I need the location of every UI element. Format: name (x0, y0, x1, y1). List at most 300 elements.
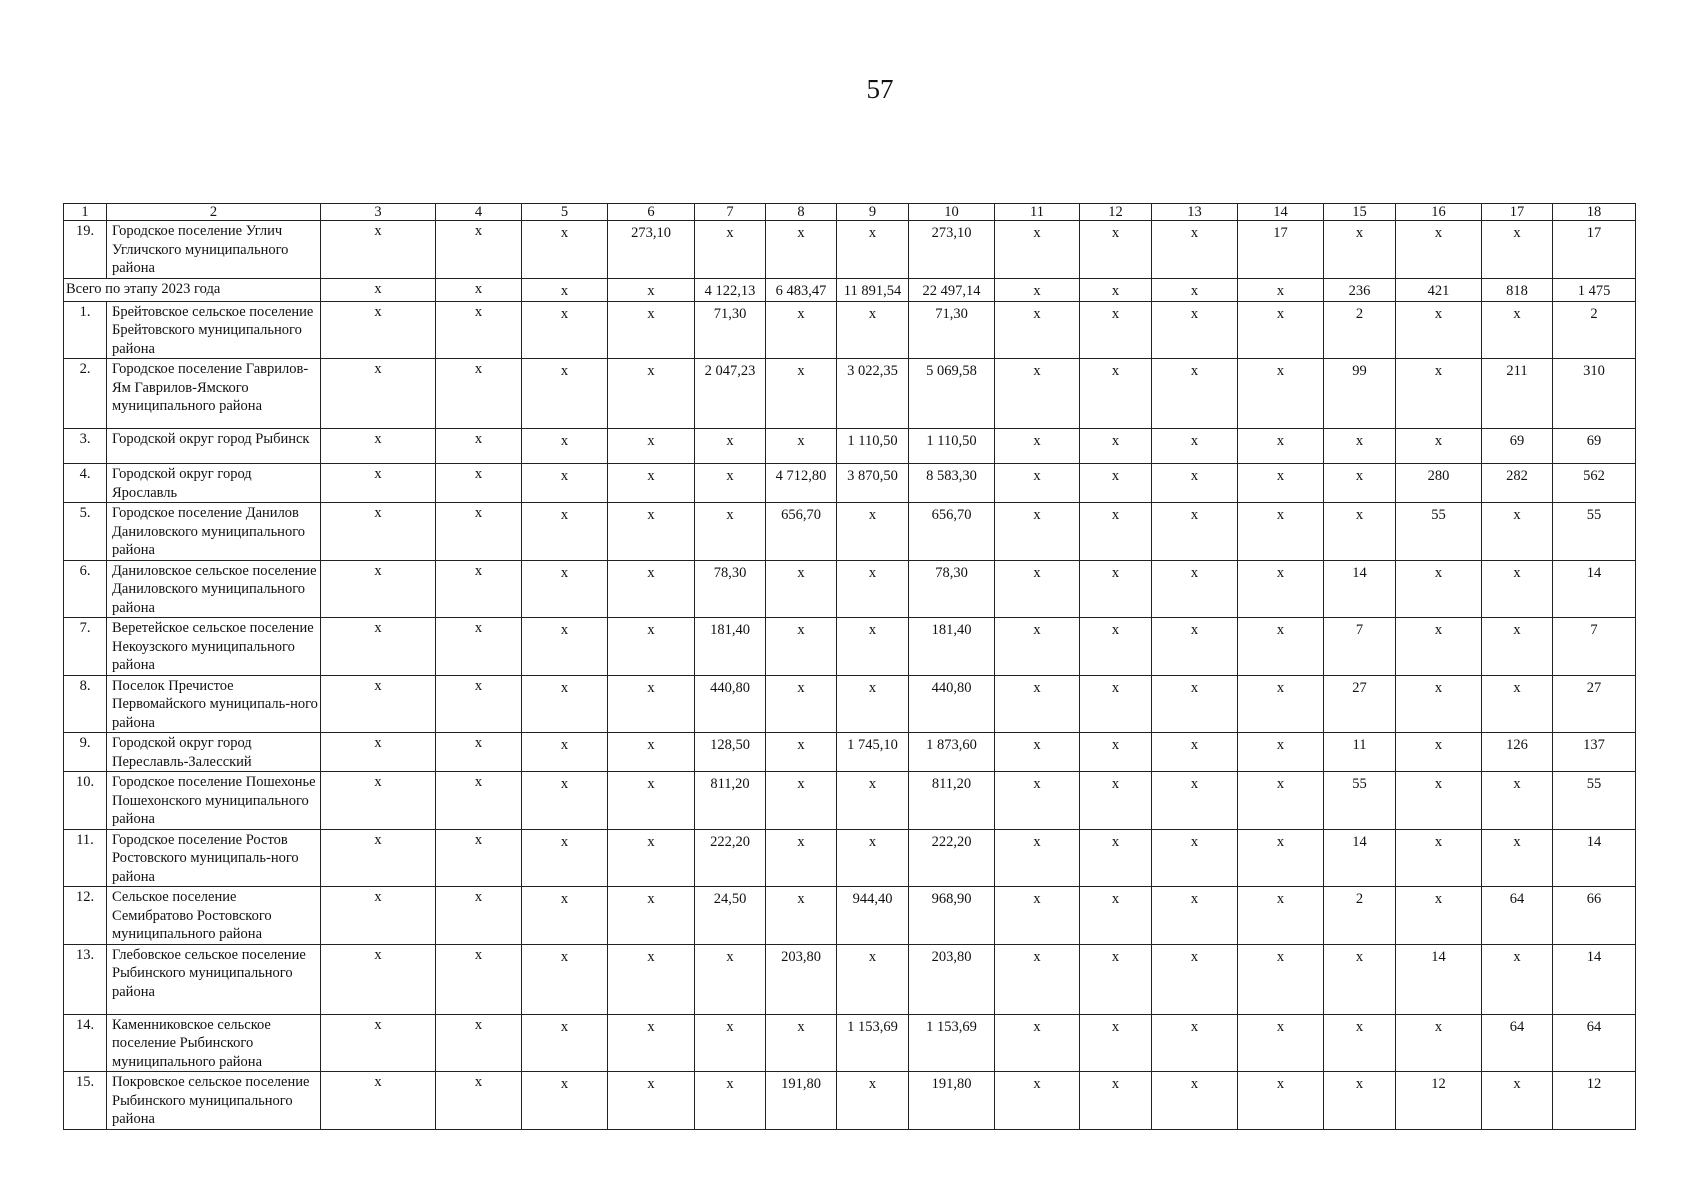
table-cell: х (1396, 829, 1482, 887)
table-cell: х (436, 301, 522, 359)
table-cell: х (522, 772, 608, 830)
table-cell: х (321, 618, 436, 676)
table-cell: х (608, 944, 695, 1014)
table-cell: х (321, 1014, 436, 1072)
table-cell: х (1238, 829, 1324, 887)
table-cell: 71,30 (909, 301, 995, 359)
table-cell: 310 (1553, 359, 1636, 429)
row-number: 12. (64, 887, 107, 945)
table-cell: х (436, 464, 522, 503)
column-header: 14 (1238, 204, 1324, 221)
table-cell: х (1238, 887, 1324, 945)
table-cell: х (1152, 359, 1238, 429)
settlement-name: Городской округ город Переславль-Залесский (107, 733, 321, 772)
table-cell: х (436, 429, 522, 464)
table-cell: х (436, 733, 522, 772)
settlement-name: Поселок Пречистое Первомайского муниципаль-ного района (107, 675, 321, 733)
row-number: 15. (64, 1072, 107, 1130)
table-cell: х (608, 772, 695, 830)
column-header: 3 (321, 204, 436, 221)
table-cell: 222,20 (695, 829, 766, 887)
table-cell: 69 (1482, 429, 1553, 464)
table-row (64, 829, 1636, 887)
table-cell: 14 (1553, 944, 1636, 1014)
table-cell: х (1396, 221, 1482, 279)
table-cell: х (436, 221, 522, 279)
total-label: Всего по этапу 2023 года (64, 279, 321, 302)
table-cell: 191,80 (909, 1072, 995, 1130)
table-cell: х (837, 675, 909, 733)
table-cell: 280 (1396, 464, 1482, 503)
table-cell: 181,40 (909, 618, 995, 676)
table-cell: х (1324, 1072, 1396, 1130)
table-cell: 2 047,23 (695, 359, 766, 429)
table-cell: х (608, 560, 695, 618)
table-cell: 14 (1324, 560, 1396, 618)
column-header: 17 (1482, 204, 1553, 221)
table-cell: х (522, 560, 608, 618)
table-cell: х (1238, 618, 1324, 676)
table-cell: х (995, 359, 1080, 429)
table-body (64, 204, 1636, 1130)
table-cell: х (1080, 944, 1152, 1014)
table-cell: х (1152, 1014, 1238, 1072)
table-cell: 236 (1324, 279, 1396, 302)
table-cell: х (1152, 772, 1238, 830)
table-cell: х (608, 618, 695, 676)
table-cell: х (436, 503, 522, 561)
data-table (63, 203, 1636, 1130)
table-cell: х (1152, 1072, 1238, 1130)
table-row (64, 560, 1636, 618)
table-cell: х (321, 503, 436, 561)
table-cell: 1 110,50 (837, 429, 909, 464)
table-cell: х (1080, 359, 1152, 429)
table-cell: х (1080, 1072, 1152, 1130)
table-cell: 656,70 (766, 503, 837, 561)
table-cell: х (995, 503, 1080, 561)
table-cell: х (321, 359, 436, 429)
table-cell: х (1152, 301, 1238, 359)
column-header: 15 (1324, 204, 1396, 221)
table-cell: х (522, 1014, 608, 1072)
table-row (64, 464, 1636, 503)
row-number: 4. (64, 464, 107, 503)
table-cell: 191,80 (766, 1072, 837, 1130)
table-cell: х (522, 733, 608, 772)
table-cell: х (1080, 279, 1152, 302)
table-cell: 69 (1553, 429, 1636, 464)
table-cell: х (608, 829, 695, 887)
table-cell: х (837, 829, 909, 887)
table-cell: х (321, 887, 436, 945)
table-cell: х (321, 221, 436, 279)
settlement-name: Городское поселение Ростов Ростовского муниципаль-ного района (107, 829, 321, 887)
table-cell: х (995, 429, 1080, 464)
table-cell: х (522, 887, 608, 945)
row-number: 1. (64, 301, 107, 359)
row-number: 10. (64, 772, 107, 830)
table-cell: х (837, 944, 909, 1014)
table-cell: 14 (1396, 944, 1482, 1014)
table-cell: х (321, 429, 436, 464)
table-cell: 811,20 (695, 772, 766, 830)
table-cell: 78,30 (695, 560, 766, 618)
table-cell: х (1152, 675, 1238, 733)
table-cell: 17 (1553, 221, 1636, 279)
table-cell: х (608, 887, 695, 945)
table-cell: 12 (1396, 1072, 1482, 1130)
table-cell: 55 (1553, 772, 1636, 830)
table-cell: х (1152, 429, 1238, 464)
table-cell: х (1238, 301, 1324, 359)
table-cell: х (608, 279, 695, 302)
table-cell: х (1080, 429, 1152, 464)
table-cell: х (436, 1072, 522, 1130)
table-cell: х (522, 829, 608, 887)
row-number: 8. (64, 675, 107, 733)
table-cell: х (1080, 464, 1152, 503)
table-cell: 64 (1553, 1014, 1636, 1072)
table-cell: 1 745,10 (837, 733, 909, 772)
column-header: 9 (837, 204, 909, 221)
table-cell: 6 483,47 (766, 279, 837, 302)
table-cell: х (1482, 560, 1553, 618)
settlement-name: Глебовское сельское поселение Рыбинского муниципального района (107, 944, 321, 1014)
table-cell: 211 (1482, 359, 1553, 429)
table-cell: х (1238, 429, 1324, 464)
table-cell: х (1396, 359, 1482, 429)
table-cell: х (1396, 618, 1482, 676)
table-cell: х (1238, 1014, 1324, 1072)
table-cell: х (1324, 221, 1396, 279)
table-cell: 11 (1324, 733, 1396, 772)
table-cell: 12 (1553, 1072, 1636, 1130)
table-cell: х (1482, 772, 1553, 830)
table-cell: 273,10 (608, 221, 695, 279)
column-header: 7 (695, 204, 766, 221)
table-cell: х (1080, 560, 1152, 618)
table-cell: 22 497,14 (909, 279, 995, 302)
table-cell: 27 (1324, 675, 1396, 733)
table-cell: х (695, 464, 766, 503)
table-cell: х (522, 279, 608, 302)
table-cell: х (1238, 733, 1324, 772)
table-row (64, 359, 1636, 429)
table-cell: х (1482, 944, 1553, 1014)
table-row (64, 618, 1636, 676)
table-cell: х (321, 733, 436, 772)
table-cell: х (1396, 887, 1482, 945)
table-cell: 1 475 (1553, 279, 1636, 302)
table-cell: х (837, 772, 909, 830)
settlement-name: Городское поселение Гаврилов-Ям Гаврилов-Ямского муниципального района (107, 359, 321, 429)
table-cell: х (766, 221, 837, 279)
table-cell: х (1152, 560, 1238, 618)
table-row (64, 772, 1636, 830)
column-header: 5 (522, 204, 608, 221)
settlement-name: Городское поселение Углич Угличского муниципального района (107, 221, 321, 279)
table-cell: х (766, 429, 837, 464)
table-cell: х (321, 279, 436, 302)
table-cell: х (1482, 618, 1553, 676)
table-cell: х (321, 772, 436, 830)
row-number: 3. (64, 429, 107, 464)
table-cell: 7 (1553, 618, 1636, 676)
table-cell: х (995, 675, 1080, 733)
table-cell: х (995, 887, 1080, 945)
table-cell: х (1324, 1014, 1396, 1072)
table-cell: х (695, 944, 766, 1014)
column-header: 8 (766, 204, 837, 221)
table-cell: х (995, 560, 1080, 618)
table-cell: 7 (1324, 618, 1396, 676)
table-cell: х (321, 464, 436, 503)
table-cell: х (1396, 1014, 1482, 1072)
table-cell: х (1238, 1072, 1324, 1130)
table-cell: х (321, 675, 436, 733)
table-cell: х (995, 944, 1080, 1014)
table-cell: 5 069,58 (909, 359, 995, 429)
table-cell: 4 712,80 (766, 464, 837, 503)
table-cell: х (1152, 733, 1238, 772)
settlement-name: Городское поселение Пошехонье Пошехонского муниципального района (107, 772, 321, 830)
column-header: 12 (1080, 204, 1152, 221)
table-cell: х (1396, 429, 1482, 464)
table-cell: х (1080, 887, 1152, 945)
table-cell: х (436, 1014, 522, 1072)
table-cell: х (837, 221, 909, 279)
table-cell: х (837, 618, 909, 676)
table-cell: х (1080, 1014, 1152, 1072)
table-cell: 55 (1396, 503, 1482, 561)
table-cell: 562 (1553, 464, 1636, 503)
table-cell: х (1080, 301, 1152, 359)
table-cell: х (995, 464, 1080, 503)
table-cell: х (1152, 944, 1238, 1014)
table-cell: х (1482, 301, 1553, 359)
table-cell: 2 (1553, 301, 1636, 359)
column-header: 13 (1152, 204, 1238, 221)
table-cell: х (766, 1014, 837, 1072)
table-cell: х (995, 733, 1080, 772)
table-cell: х (766, 887, 837, 945)
table-cell: х (1080, 221, 1152, 279)
table-cell: 203,80 (766, 944, 837, 1014)
table-cell: 8 583,30 (909, 464, 995, 503)
table-cell: х (1238, 359, 1324, 429)
table-cell: 17 (1238, 221, 1324, 279)
table-row (64, 675, 1636, 733)
table-cell: 64 (1482, 1014, 1553, 1072)
table-cell: х (321, 944, 436, 1014)
table-cell: х (436, 829, 522, 887)
table-cell: х (1238, 560, 1324, 618)
table-cell: х (1080, 618, 1152, 676)
table-cell: 24,50 (695, 887, 766, 945)
table-cell: х (1152, 618, 1238, 676)
table-cell: х (522, 1072, 608, 1130)
table-cell: х (522, 944, 608, 1014)
table-cell: х (995, 772, 1080, 830)
row-number: 6. (64, 560, 107, 618)
row-number: 2. (64, 359, 107, 429)
table-cell: х (1080, 772, 1152, 830)
table-cell: 421 (1396, 279, 1482, 302)
settlement-name: Городской округ город Рыбинск (107, 429, 321, 464)
table-cell: 203,80 (909, 944, 995, 1014)
total-row (64, 279, 1636, 302)
column-header: 4 (436, 204, 522, 221)
table-cell: х (321, 1072, 436, 1130)
table-row (64, 733, 1636, 772)
table-cell: 55 (1553, 503, 1636, 561)
table-cell: х (766, 675, 837, 733)
row-number: 9. (64, 733, 107, 772)
table-cell: х (995, 279, 1080, 302)
table-cell: х (837, 1072, 909, 1130)
table-row (64, 944, 1636, 1014)
table-cell: х (321, 829, 436, 887)
table-cell: х (1080, 675, 1152, 733)
table-cell: х (766, 772, 837, 830)
table-cell: х (436, 944, 522, 1014)
table-cell: 273,10 (909, 221, 995, 279)
table-row (64, 1072, 1636, 1130)
table-cell: х (522, 301, 608, 359)
table-cell: х (695, 503, 766, 561)
table-cell: 222,20 (909, 829, 995, 887)
table-cell: х (1396, 301, 1482, 359)
table-cell: х (1324, 464, 1396, 503)
table-cell: х (1080, 829, 1152, 887)
table-cell: х (522, 359, 608, 429)
table-cell: х (608, 464, 695, 503)
table-cell: х (695, 1014, 766, 1072)
table-cell: 1 873,60 (909, 733, 995, 772)
table-cell: х (1482, 221, 1553, 279)
table-cell: х (766, 301, 837, 359)
table-cell: х (608, 429, 695, 464)
table-cell: х (436, 560, 522, 618)
table-cell: х (1152, 464, 1238, 503)
column-header: 6 (608, 204, 695, 221)
table-cell: х (1324, 944, 1396, 1014)
table-cell: х (1238, 464, 1324, 503)
table-header-row (64, 204, 1636, 221)
table-cell: х (766, 618, 837, 676)
table-cell: х (766, 560, 837, 618)
table-cell: 282 (1482, 464, 1553, 503)
table-cell: х (1396, 733, 1482, 772)
table-cell: х (522, 618, 608, 676)
settlement-name: Городское поселение Данилов Даниловского муниципального района (107, 503, 321, 561)
table-cell: 1 153,69 (909, 1014, 995, 1072)
row-number: 14. (64, 1014, 107, 1072)
table-cell: х (1482, 1072, 1553, 1130)
table-cell: х (436, 359, 522, 429)
table-cell: х (436, 772, 522, 830)
table-cell: х (522, 221, 608, 279)
column-header: 10 (909, 204, 995, 221)
table-cell: х (1238, 503, 1324, 561)
table-cell: х (1152, 221, 1238, 279)
table-cell: х (436, 887, 522, 945)
table-cell: х (1238, 944, 1324, 1014)
table-cell: 14 (1553, 560, 1636, 618)
row-number: 5. (64, 503, 107, 561)
table-cell: 126 (1482, 733, 1553, 772)
table-cell: 137 (1553, 733, 1636, 772)
settlement-name: Даниловское сельское поселение Даниловского муниципального района (107, 560, 321, 618)
table-cell: х (608, 359, 695, 429)
table-cell: 440,80 (909, 675, 995, 733)
row-number: 13. (64, 944, 107, 1014)
table-cell: х (436, 675, 522, 733)
table-cell: х (608, 675, 695, 733)
row-number: 11. (64, 829, 107, 887)
table-row (64, 221, 1636, 279)
table-cell: 14 (1553, 829, 1636, 887)
table-cell: х (695, 429, 766, 464)
settlement-name: Сельское поселение Семибратово Ростовского муниципального района (107, 887, 321, 945)
table-row (64, 1014, 1636, 1072)
table-cell: 944,40 (837, 887, 909, 945)
table-cell: х (1324, 429, 1396, 464)
table-cell: х (522, 503, 608, 561)
table-cell: 1 153,69 (837, 1014, 909, 1072)
table-cell: х (1396, 560, 1482, 618)
column-header: 16 (1396, 204, 1482, 221)
table-cell: 128,50 (695, 733, 766, 772)
table-cell: х (1152, 829, 1238, 887)
settlement-name: Веретейское сельское поселение Некоузского муниципального района (107, 618, 321, 676)
table-cell: 3 022,35 (837, 359, 909, 429)
table-cell: х (608, 503, 695, 561)
table-cell: 968,90 (909, 887, 995, 945)
column-header: 11 (995, 204, 1080, 221)
table-cell: 2 (1324, 887, 1396, 945)
table-cell: х (995, 1072, 1080, 1130)
table-cell: 27 (1553, 675, 1636, 733)
row-number: 19. (64, 221, 107, 279)
table-cell: х (1482, 503, 1553, 561)
table-cell: 64 (1482, 887, 1553, 945)
table-row (64, 429, 1636, 464)
table-cell: х (995, 1014, 1080, 1072)
page-number: 57 (866, 74, 894, 104)
table-cell: 3 870,50 (837, 464, 909, 503)
column-header: 2 (107, 204, 321, 221)
table-cell: х (766, 829, 837, 887)
table-cell: х (995, 618, 1080, 676)
table-cell: х (1152, 503, 1238, 561)
table-cell: х (1152, 887, 1238, 945)
table-row (64, 301, 1636, 359)
table-cell: 811,20 (909, 772, 995, 830)
table-cell: х (1324, 503, 1396, 561)
settlement-name: Городской округ город Ярославль (107, 464, 321, 503)
table-cell: х (1482, 829, 1553, 887)
table-cell: х (995, 221, 1080, 279)
table-cell: 11 891,54 (837, 279, 909, 302)
table-cell: х (766, 359, 837, 429)
table-cell: х (608, 733, 695, 772)
column-header: 1 (64, 204, 107, 221)
table-row (64, 887, 1636, 945)
table-cell: 656,70 (909, 503, 995, 561)
table-cell: х (436, 618, 522, 676)
